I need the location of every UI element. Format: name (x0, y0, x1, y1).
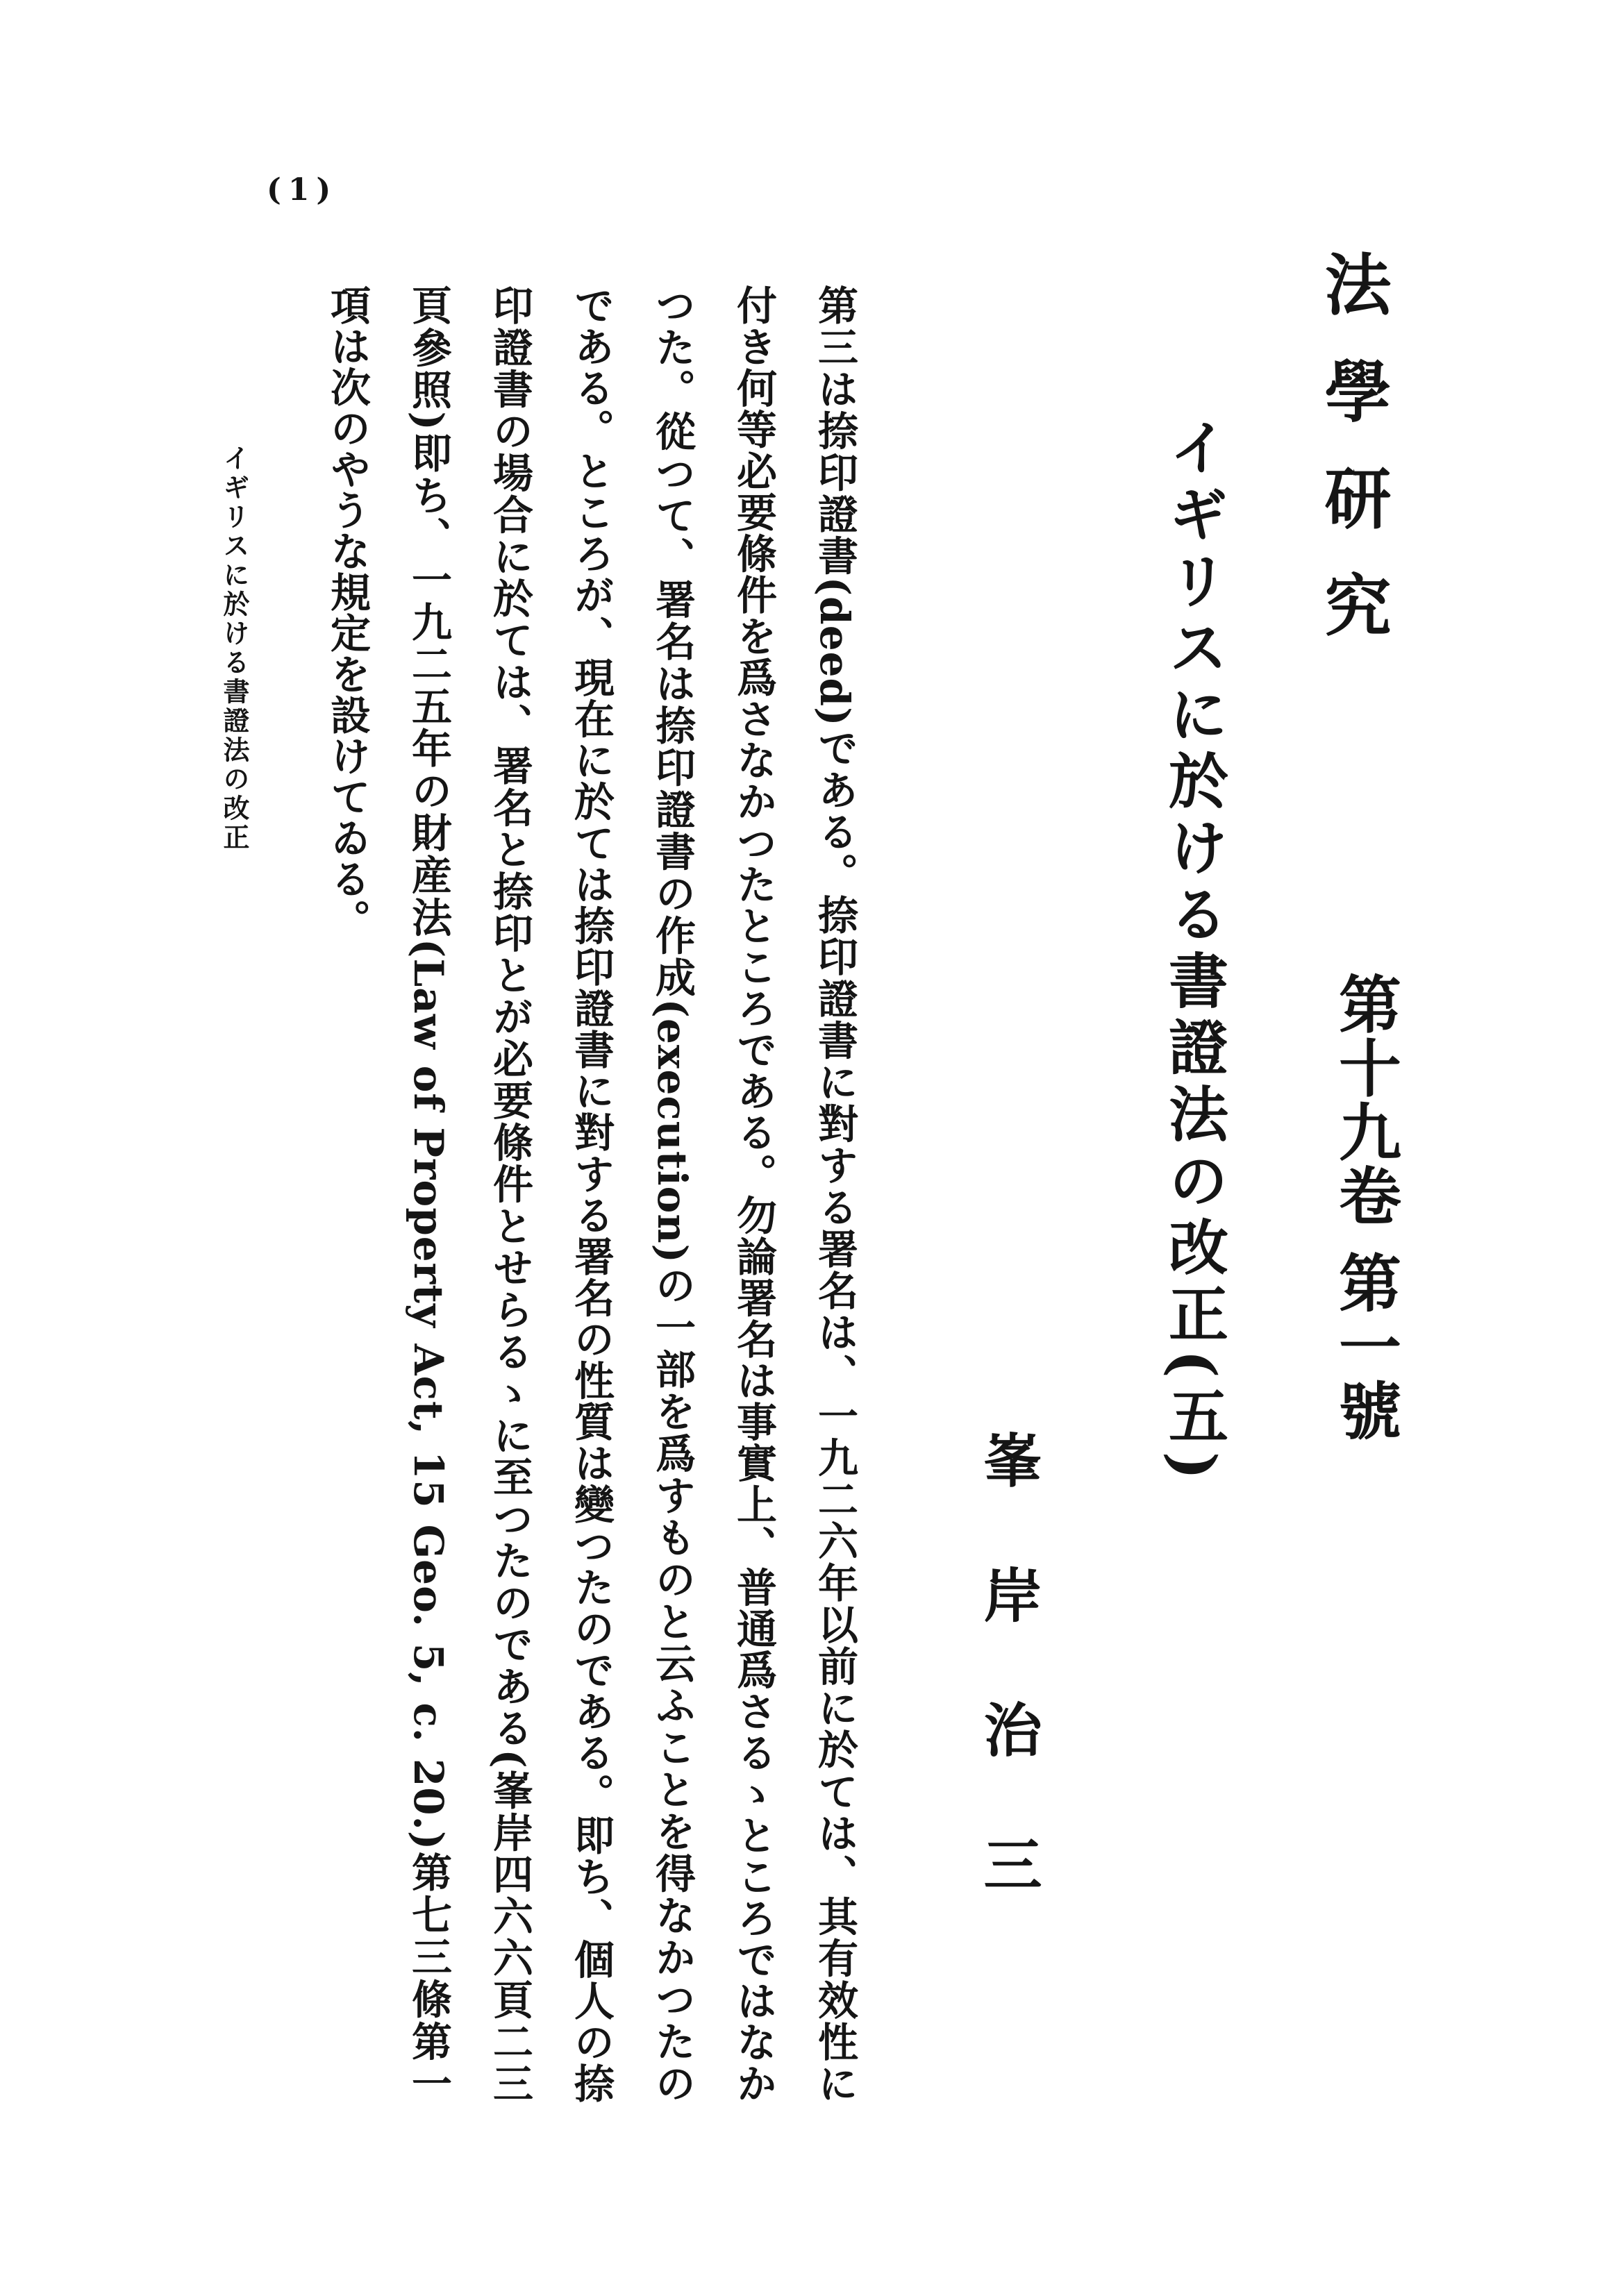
page-number: (1) (267, 172, 338, 208)
volume-issue: 第十九卷 第一號 (1328, 972, 1401, 1443)
article-title: イギリスに於ける書證法の改正(五) (1158, 417, 1228, 1487)
author-name: 峯岸治三 (974, 1430, 1043, 1969)
journal-title: 法學研究 (1314, 250, 1392, 678)
body-text: 第三は捺印證書(deed)である。捺印證書に對する署名は、一九二六年以前に於ては、其有效性に付き何等必要條件を爲さなかつたところである。勿論署名は事實上、普通爲さるゝところではなかつた。從つて、署名は捺印證書の作成(execution)の一部を爲すものと云ふことを得なかつたのである。ところが、現在に於ては捺印證書に對する署名の性質は變つたのである。即ち、個人の捺印證書の場合に於ては、署名と捺印とが必要條件とせらるゝに至つたのである(峯岸四六六頁二三頁參照)即ち、一九二五年の財産法(Law of Property Act, 15 Geo. 5, c. 20.)第七三條第一項は次のやうな規定を設けてゐる。 (324, 285, 858, 2104)
running-head: イギリスに於ける書證法の改正 (219, 444, 250, 853)
body-paragraph (250, 285, 875, 2104)
